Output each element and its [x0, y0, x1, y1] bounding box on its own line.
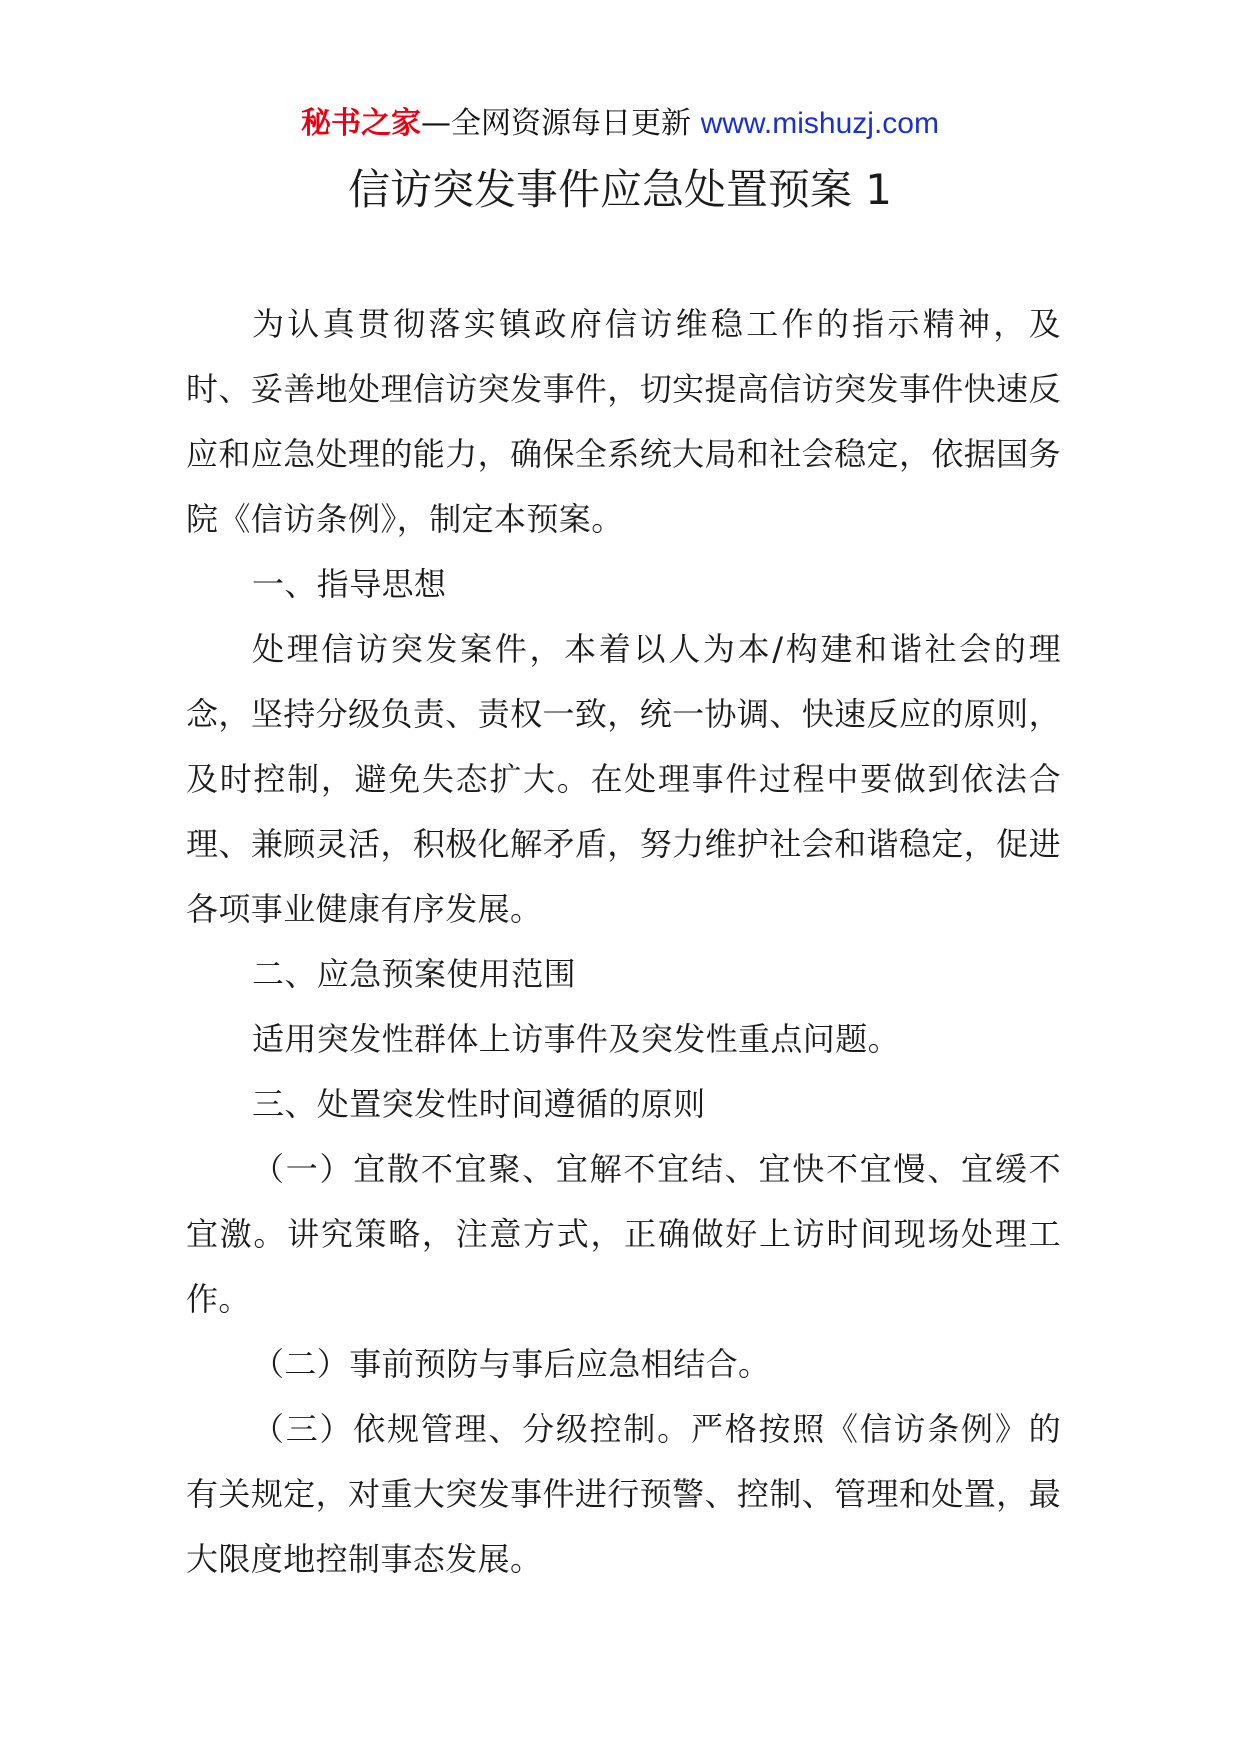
heading-principles: 三、处置突发性时间遵循的原则 — [252, 1085, 706, 1123]
document-body — [186, 292, 1061, 1592]
heading-guiding-ideology: 一、指导思想 — [252, 565, 447, 603]
paragraph-guiding-ideology: 处理信访突发案件，本着以人为本/构建和谐社会的理念，坚持分级负责、责权一致，统一协调、快速反应的原则，及时控制，避免失态扩大。在处理事件过程中要做到依法合理、兼顾灵活，积极化解矛盾，努力维护社会和谐稳定，促进各项事业健康有序发展。 — [186, 630, 1061, 928]
heading-scope: 二、应急预案使用范围 — [252, 955, 577, 993]
paragraph-principle-1: （一）宜散不宜聚、宜解不宜结、宜快不宜慢、宜缓不宜激。讲究策略，注意方式，正确做好上访时间现场处理工作。 — [186, 1150, 1061, 1318]
site-url-link[interactable]: www.mishuzj.com — [700, 107, 939, 140]
site-tagline: —全网资源每日更新 — [421, 106, 701, 141]
paragraph-principle-2: （二）事前预防与事后应急相结合。 — [252, 1345, 771, 1383]
paragraph-scope: 适用突发性群体上访事件及突发性重点问题。 — [252, 1020, 901, 1058]
document-title: 信访突发事件应急处置预案 1 — [347, 165, 893, 214]
paragraph-intro: 为认真贯彻落实镇政府信访维稳工作的指示精神，及时、妥善地处理信访突发事件，切实提高信访突发事件快速反应和应急处理的能力，确保全系统大局和社会稳定，依据国务院《信访条例》，制定本预案。 — [186, 305, 1061, 538]
site-banner — [0, 102, 1240, 146]
site-brand: 秘书之家 — [301, 106, 422, 141]
paragraph-principle-3: （三）依规管理、分级控制。严格按照《信访条例》的有关规定，对重大突发事件进行预警、控制、管理和处置，最大限度地控制事态发展。 — [186, 1410, 1061, 1578]
